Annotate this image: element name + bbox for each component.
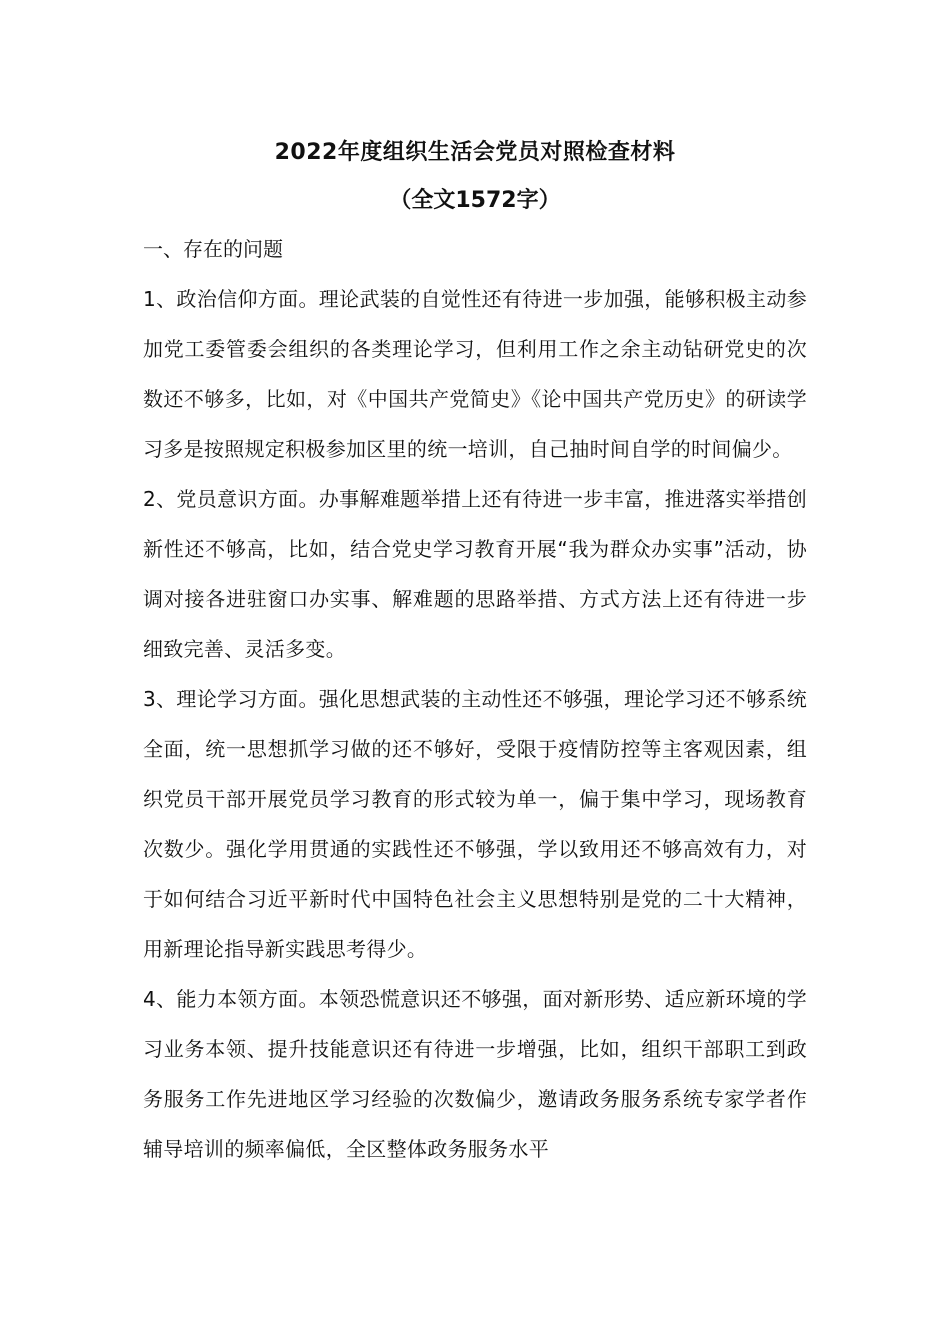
paragraph-theory-study: 3、理论学习方面。强化思想武装的主动性还不够强，理论学习还不够系统全面，统一思想抓学习做的还不够好，受限于疫情防控等主客观因素，组织党员干部开展党员学习教育的形式较为单一，偏于集中学习，现场教育次数少。强化学用贯通的实践性还不够强，学以致用还不够高效有力，对于如何结合习近平新时代中国特色社会主义思想特别是党的二十大精神，用新理论指导新实践思考得少。 — [143, 687, 807, 961]
paragraph-political-belief: 1、政治信仰方面。理论武装的自觉性还有待进一步加强，能够积极主动参加党工委管委会组织的各类理论学习，但利用工作之余主动钻研党史的次数还不够多，比如，对《中国共产党简史》《论中国共产党历史》的研读学习多是按照规定积极参加区里的统一培训，自己抽时间自学的时间偏少。 — [143, 287, 807, 461]
word-count-subtitle: （全文1572字） — [389, 188, 561, 213]
paragraph-ability: 4、能力本领方面。本领恐慌意识还不够强，面对新形势、适应新环境的学习业务本领、提升技能意识还有待进一步增强，比如，组织干部职工到政务服务工作先进地区学习经验的次数偏少，邀请政务服务系统专家学者作辅导培训的频率偏低，全区整体政务服务水平 — [143, 987, 807, 1161]
section-heading: 一、存在的问题 — [143, 237, 283, 261]
paragraph-party-awareness: 2、党员意识方面。办事解难题举措上还有待进一步丰富，推进落实举措创新性还不够高，比如，结合党史学习教育开展“我为群众办实事”活动，协调对接各进驻窗口办实事、解难题的思路举措、方式方法上还有待进一步细致完善、灵活多变。 — [143, 487, 807, 661]
document-title: 2022年度组织生活会党员对照检查材料 — [274, 140, 676, 165]
document-body — [143, 128, 807, 1174]
